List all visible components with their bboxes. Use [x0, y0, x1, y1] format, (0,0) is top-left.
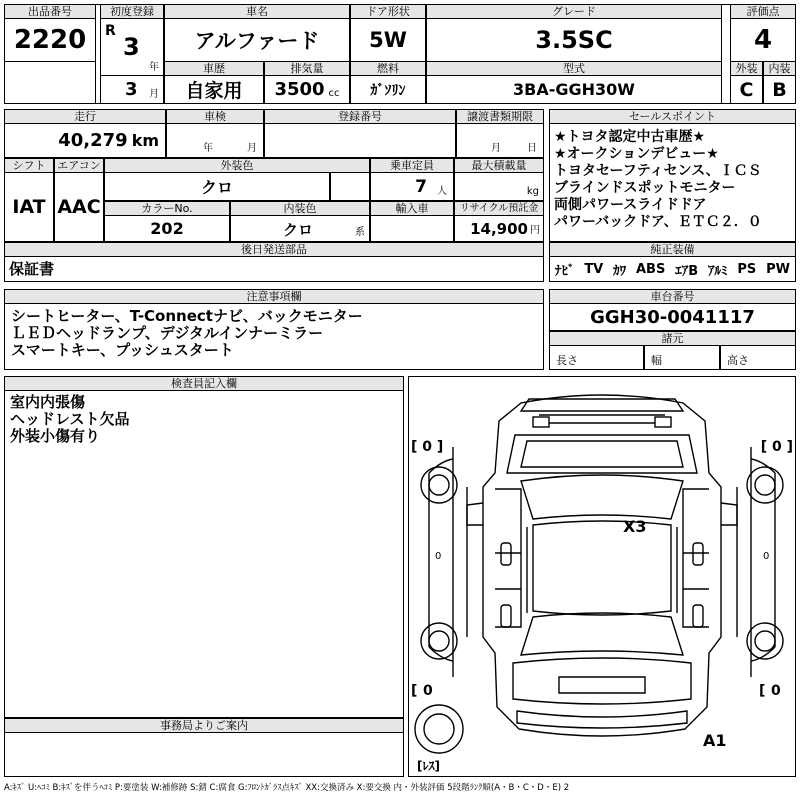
- model-value: 3BA-GGH30W: [426, 75, 722, 104]
- reg-year: 3: [123, 33, 140, 61]
- tire-rear-left: 0: [423, 683, 433, 699]
- tire-front-left: [ 0 ]: [411, 439, 444, 455]
- era: R: [105, 23, 116, 39]
- car-diagram: [409, 377, 795, 776]
- notes-label: 注意事項欄: [4, 289, 544, 304]
- side-right-mark: 0: [763, 551, 770, 562]
- fuel-label: 燃料: [350, 61, 426, 76]
- sales-point-line: パワーバックドア、ＥＴＣ２．０: [554, 214, 762, 230]
- inspector-body: [4, 390, 404, 718]
- reg-month: 3: [125, 79, 138, 100]
- score-value: 4: [730, 18, 796, 62]
- mileage-unit: km: [131, 131, 159, 150]
- capacity-cell: [370, 172, 454, 201]
- transfer-day-unit: 日: [527, 143, 537, 154]
- sales-point-line: ★オークションデビュー★: [554, 146, 719, 162]
- dim-height-cell: [720, 345, 796, 370]
- exterior-value: C: [730, 75, 763, 104]
- lot-blank: [4, 61, 96, 104]
- equipment-item: PW: [766, 261, 791, 277]
- sales-points-body: [549, 123, 796, 242]
- equipment-item: ｶﾜ: [613, 263, 627, 279]
- side-left-mark: 0: [435, 551, 442, 562]
- int-color-value: クロ: [283, 221, 314, 239]
- chassis-value: GGH30-0041117: [549, 303, 796, 331]
- capacity-label: 乗車定員: [370, 158, 454, 173]
- first-reg-month-cell: [100, 75, 164, 104]
- inspection-month-unit: 月: [247, 143, 257, 154]
- sales-point-line: 両側パワースライドドア: [554, 197, 707, 213]
- displacement-label: 排気量: [264, 61, 350, 76]
- exterior-label: 外装: [730, 61, 763, 76]
- equipment-item: TV: [584, 261, 604, 277]
- notes-line: シートヒーター、T-Connectナビ、バックモニター: [11, 307, 363, 325]
- damage-mark-rear: A1: [703, 731, 727, 750]
- office-label: 事務局よりご案内: [4, 718, 404, 733]
- dim-width-label: 幅: [651, 354, 662, 367]
- first-reg-label: 初度登録: [100, 4, 164, 19]
- registration-cell: [264, 123, 456, 158]
- transfer-cell: [456, 123, 544, 158]
- inspection-cell: [166, 123, 264, 158]
- mileage-value: 40,279: [58, 130, 128, 151]
- color-no-value: 202: [104, 215, 230, 242]
- dim-width-cell: [644, 345, 720, 370]
- int-color-label: 内装色: [230, 201, 370, 216]
- model-label: 型式: [426, 61, 722, 76]
- reg-year-unit: 年: [149, 62, 159, 73]
- inspector-label: 検査員記入欄: [4, 376, 404, 391]
- load-label: 最大積載量: [454, 158, 544, 173]
- displacement-cell: [264, 75, 350, 104]
- later-items-value: 保証書: [9, 260, 55, 278]
- mileage-cell: [4, 123, 166, 158]
- inspector-line: 外装小傷有り: [10, 427, 101, 445]
- dim-length-cell: [549, 345, 644, 370]
- recycle-cell: [454, 215, 544, 242]
- ext-color-value: クロ: [104, 172, 330, 201]
- equipment-item: ｱﾙﾐ: [708, 263, 728, 279]
- equipment-item: ABS: [636, 261, 666, 277]
- shift-value: IAT: [4, 172, 54, 242]
- later-items-label: 後日発送部品: [4, 242, 544, 257]
- equipment-label: 純正装備: [549, 242, 796, 257]
- transfer-month-unit: 月: [491, 143, 501, 154]
- car-diagram-frame: [408, 376, 796, 777]
- car-name-label: 車名: [164, 4, 350, 19]
- tire-rear-left-bracket: [: [411, 683, 418, 699]
- inspection-year-unit: 年: [203, 143, 213, 154]
- equipment-item: PS: [737, 261, 757, 277]
- office-body: [4, 732, 404, 777]
- ac-label: エアコン: [54, 158, 104, 173]
- int-color-unit: 系: [355, 227, 365, 238]
- sales-point-line: トヨタセーフティセンス、ＩＣＳ: [554, 163, 762, 179]
- ac-value: AAC: [54, 172, 104, 242]
- dim-height-label: 高さ: [727, 354, 749, 367]
- displacement-value: 3500: [274, 79, 325, 100]
- ext-color-label: 外装色: [104, 158, 370, 173]
- score-label: 評価点: [730, 4, 796, 19]
- displacement-unit: cc: [328, 88, 340, 99]
- fuel-value: ｶﾞｿﾘﾝ: [350, 75, 426, 104]
- dim-length-label: 長さ: [556, 354, 578, 367]
- tire-front-right: [ 0 ]: [760, 439, 793, 455]
- sales-points-label: セールスポイント: [549, 109, 796, 124]
- ext-color-blank: [330, 172, 370, 201]
- load-unit: kg: [526, 186, 539, 197]
- dimensions-label: 諸元: [549, 331, 796, 346]
- tire-rear-right: 0: [771, 683, 781, 699]
- recycle-value: 14,900: [470, 219, 528, 238]
- load-cell: [454, 172, 544, 201]
- lot-number: 2220: [4, 18, 96, 62]
- transfer-label: 譲渡書類期限: [456, 109, 544, 124]
- shift-label: シフト: [4, 158, 54, 173]
- sales-point-line: ブラインドスポットモニター: [554, 180, 736, 196]
- later-items-cell: [4, 256, 544, 282]
- capacity-value: 7: [415, 177, 427, 197]
- lot-label: 出品番号: [4, 4, 96, 19]
- equipment-cell: [549, 256, 796, 282]
- notes-line: ＬＥＤヘッドランプ、デジタルインナーミラー: [11, 324, 324, 342]
- first-reg-year-cell: [100, 18, 164, 76]
- doors-label: ドア形状: [350, 4, 426, 19]
- history-label: 車歴: [164, 61, 264, 76]
- equipment-item: ﾅﾋﾞ: [554, 263, 575, 279]
- notes-line: スマートキー、プッシュスタート: [11, 341, 234, 359]
- registration-label: 登録番号: [264, 109, 456, 124]
- damage-legend: A:ｷｽﾞ U:ﾍｺﾐ B:ｷｽﾞを伴うﾍｺﾐ P:要塗装 W:補修跡 S:錆 C:腐食 G:ﾌﾛﾝﾄｶﾞﾗｽ点ｷｽﾞ XX:交換済み X:要交換 内・外装評価 5段階ﾗﾝｸ順(A・B・C・D・E) 2: [4, 783, 570, 793]
- import-label: 輸入車: [370, 201, 454, 216]
- notes-body: [4, 303, 544, 370]
- interior-label: 内装: [763, 61, 796, 76]
- inspector-line: ヘッドレスト欠品: [10, 410, 130, 428]
- reg-month-unit: 月: [149, 89, 159, 100]
- spare-tire-label: [ﾚｽ]: [417, 759, 440, 773]
- mileage-label: 走行: [4, 109, 166, 124]
- recycle-unit: 円: [530, 225, 540, 236]
- inspection-label: 車検: [166, 109, 264, 124]
- int-color-cell: [230, 215, 370, 242]
- sales-point-line: ★トヨタ認定中古車歴★: [554, 129, 706, 145]
- grade-label: グレード: [426, 4, 722, 19]
- chassis-label: 車台番号: [549, 289, 796, 304]
- damage-mark-roof: X3: [623, 517, 647, 536]
- inspector-line: 室内内張傷: [10, 393, 86, 411]
- equipment-item: ｴｱB: [675, 263, 699, 279]
- grade-value: 3.5SC: [426, 18, 722, 62]
- import-cell: [370, 215, 454, 242]
- history-value: 自家用: [164, 75, 264, 104]
- capacity-unit: 人: [437, 186, 447, 197]
- recycle-label: リサイクル預託金: [454, 201, 544, 216]
- tire-rear-right-bracket: [: [759, 683, 766, 699]
- doors-value: 5W: [350, 18, 426, 62]
- interior-value: B: [763, 75, 796, 104]
- car-name: アルファード: [164, 18, 350, 62]
- color-no-label: カラーNo.: [104, 201, 230, 216]
